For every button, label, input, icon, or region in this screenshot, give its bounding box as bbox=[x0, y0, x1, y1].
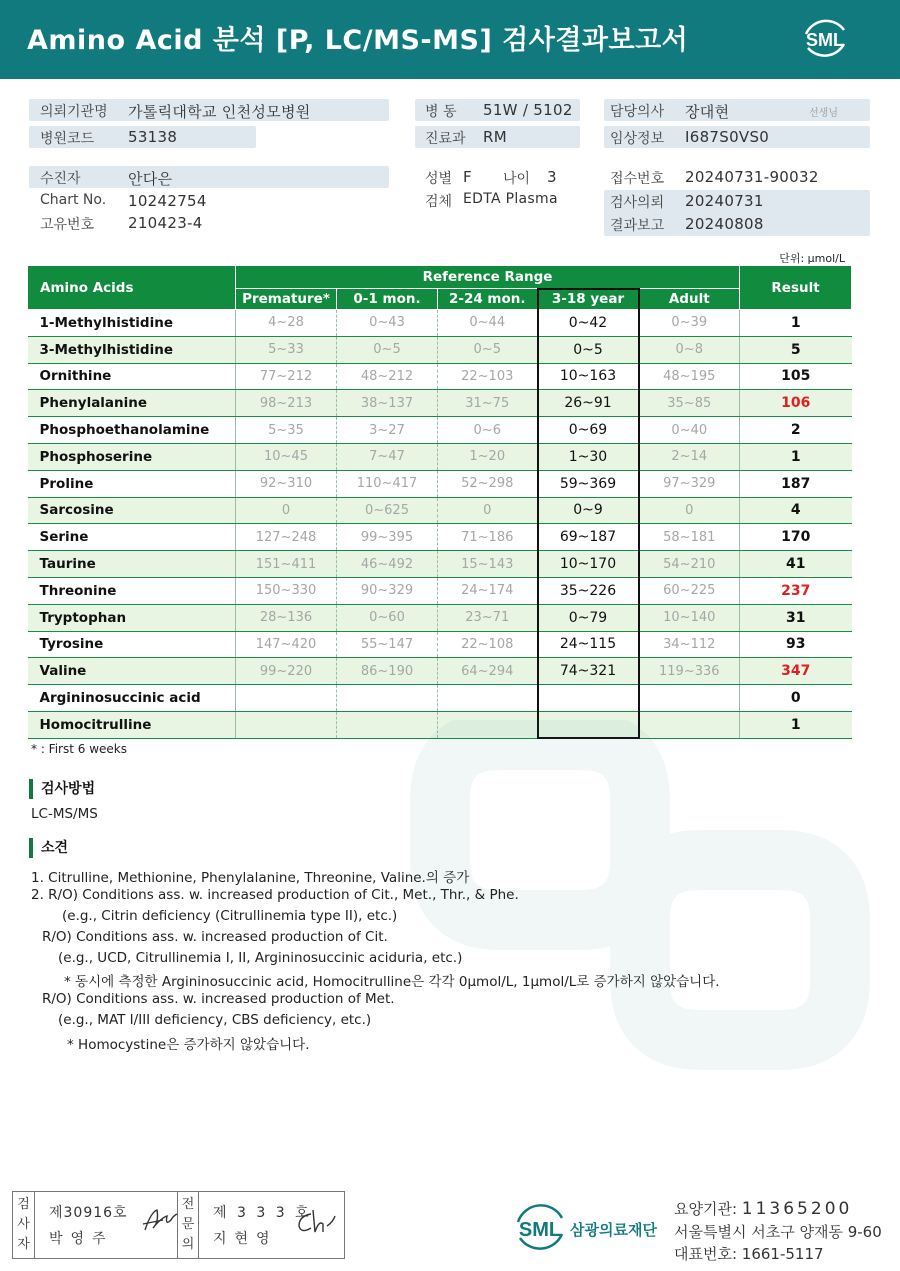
request-value: 20240731 bbox=[685, 192, 764, 210]
reference-range-cell: 2~14 bbox=[639, 443, 740, 470]
method-title: 검사방법 bbox=[29, 779, 95, 799]
department-row bbox=[415, 126, 580, 148]
findings-title: 소견 bbox=[29, 838, 68, 858]
finding-line-8: (e.g., MAT I/III deficiency, CBS deficiency, etc.) bbox=[58, 1012, 372, 1028]
ward-label: 병 동 bbox=[425, 104, 457, 120]
hospital-code-row bbox=[29, 126, 256, 148]
reference-range-cell: 46~492 bbox=[337, 551, 438, 578]
reference-range-cell: 3~27 bbox=[337, 417, 438, 444]
reference-range-cell: 35~226 bbox=[538, 577, 639, 604]
hospital-code-label: 병원코드 bbox=[40, 131, 95, 147]
result-cell: 4 bbox=[740, 497, 852, 524]
reference-range-cell: 55~147 bbox=[337, 631, 438, 658]
result-cell: 0 bbox=[740, 685, 852, 712]
reference-range-cell: 59~369 bbox=[538, 470, 639, 497]
patient-label: 수진자 bbox=[40, 171, 81, 187]
table-row bbox=[28, 470, 852, 497]
header-amino-acids: Amino Acids bbox=[28, 266, 236, 310]
header-premature: Premature* bbox=[236, 289, 337, 310]
specialist-signature bbox=[295, 1208, 337, 1238]
reference-range-cell: 86~190 bbox=[337, 658, 438, 685]
reference-range-cell: 48~212 bbox=[337, 363, 438, 390]
amino-acid-name: Argininosuccinic acid bbox=[28, 685, 236, 712]
result-cell: 41 bbox=[740, 551, 852, 578]
result-cell: 106 bbox=[740, 390, 852, 417]
result-cell: 5 bbox=[740, 336, 852, 363]
reference-range-cell: 0~5 bbox=[337, 336, 438, 363]
reference-range-cell: 0~60 bbox=[337, 604, 438, 631]
specialist-name: 지현영 bbox=[213, 1231, 278, 1247]
reference-range-cell: 90~329 bbox=[337, 577, 438, 604]
care-value: 11365200 bbox=[741, 1199, 853, 1219]
examiner-number: 제30916호 bbox=[49, 1205, 128, 1221]
chart-label: Chart No. bbox=[40, 192, 107, 208]
table-row bbox=[28, 310, 852, 337]
table-row bbox=[28, 497, 852, 524]
reference-range-cell: 0 bbox=[438, 497, 538, 524]
result-cell: 187 bbox=[740, 470, 852, 497]
reference-range-cell bbox=[236, 711, 337, 738]
reference-range-cell: 0~44 bbox=[438, 310, 538, 337]
footer-org-name: 삼광의료재단 bbox=[570, 1221, 657, 1239]
ward-row bbox=[415, 99, 580, 121]
unit-label: 단위: μmol/L bbox=[779, 252, 845, 265]
specimen-row bbox=[415, 189, 585, 211]
table-row bbox=[28, 336, 852, 363]
reference-range-cell: 24~115 bbox=[538, 631, 639, 658]
reference-range-cell bbox=[639, 685, 740, 712]
chart-value: 10242754 bbox=[128, 192, 207, 210]
reference-range-cell: 28~136 bbox=[236, 604, 337, 631]
amino-acid-name: Tyrosine bbox=[28, 631, 236, 658]
header-2-24-mon: 2-24 mon. bbox=[438, 289, 538, 310]
unique-row bbox=[29, 212, 389, 234]
doctor-label: 담당의사 bbox=[610, 104, 665, 120]
age-value: 3 bbox=[547, 168, 557, 186]
method-text: LC-MS/MS bbox=[31, 806, 98, 822]
reference-range-cell bbox=[538, 685, 639, 712]
reference-range-cell: 0~5 bbox=[438, 336, 538, 363]
reference-range-cell: 10~163 bbox=[538, 363, 639, 390]
reference-range-cell bbox=[236, 685, 337, 712]
clinical-value: I687S0VS0 bbox=[685, 128, 770, 146]
result-cell: 1 bbox=[740, 310, 852, 337]
receipt-label: 접수번호 bbox=[610, 171, 665, 187]
finding-line-4: R/O) Conditions ass. w. increased production of Cit. bbox=[42, 929, 388, 945]
reference-range-cell: 5~35 bbox=[236, 417, 337, 444]
patient-row bbox=[29, 166, 389, 188]
reference-range-cell: 64~294 bbox=[438, 658, 538, 685]
amino-acid-name: Phosphoethanolamine bbox=[28, 417, 236, 444]
finding-line-6: * 동시에 측정한 Argininosuccinic acid, Homocitrulline은 각각 0μmol/L, 1μmol/L로 증가하지 않았습니다. bbox=[64, 974, 720, 990]
reference-range-cell: 22~108 bbox=[438, 631, 538, 658]
reference-range-cell: 99~220 bbox=[236, 658, 337, 685]
specimen-value: EDTA Plasma bbox=[463, 191, 558, 207]
institution-value: 가톨릭대학교 인천성모병원 bbox=[128, 103, 311, 121]
examiner-name: 박영주 bbox=[49, 1231, 114, 1247]
hospital-code-value: 53138 bbox=[128, 128, 178, 146]
result-cell: 93 bbox=[740, 631, 852, 658]
result-cell: 31 bbox=[740, 604, 852, 631]
watermark-logo bbox=[380, 720, 900, 1100]
amino-acid-name: Homocitrulline bbox=[28, 711, 236, 738]
reference-range-cell: 22~103 bbox=[438, 363, 538, 390]
age-label: 나이 bbox=[503, 171, 531, 187]
result-cell: 237 bbox=[740, 577, 852, 604]
reference-range-cell: 74~321 bbox=[538, 658, 639, 685]
table-row bbox=[28, 604, 852, 631]
table-row bbox=[28, 443, 852, 470]
doctor-suffix: 선생님 bbox=[809, 108, 838, 119]
header-reference-range: Reference Range bbox=[236, 266, 740, 289]
table-row bbox=[28, 390, 852, 417]
examiner-label bbox=[13, 1192, 35, 1258]
reference-range-cell: 52~298 bbox=[438, 470, 538, 497]
reference-range-cell: 15~143 bbox=[438, 551, 538, 578]
report-label: 결과보고 bbox=[610, 218, 665, 234]
amino-acid-name: 1-Methylhistidine bbox=[28, 310, 236, 337]
result-cell: 105 bbox=[740, 363, 852, 390]
amino-acid-name: Tryptophan bbox=[28, 604, 236, 631]
reference-range-cell: 97~329 bbox=[639, 470, 740, 497]
signature-box bbox=[12, 1191, 345, 1259]
finding-line-1: 1. Citrulline, Methionine, Phenylalanine, Threonine, Valine.의 증가 bbox=[31, 870, 470, 886]
footer-address: 서울특별시 서초구 양재동 9-60 bbox=[674, 1223, 882, 1241]
reference-range-cell: 10~140 bbox=[639, 604, 740, 631]
sex-age-row bbox=[415, 166, 585, 188]
reference-range-cell: 5~33 bbox=[236, 336, 337, 363]
reference-range-cell: 92~310 bbox=[236, 470, 337, 497]
care-label: 요양기관: bbox=[674, 1200, 738, 1218]
reference-range-cell: 0~8 bbox=[639, 336, 740, 363]
table-row bbox=[28, 685, 852, 712]
finding-line-2: 2. R/O) Conditions ass. w. increased production of Cit., Met., Thr., & Phe. bbox=[31, 887, 519, 903]
amino-acid-name: Phenylalanine bbox=[28, 390, 236, 417]
result-cell: 347 bbox=[740, 658, 852, 685]
phone-value: 1661-5117 bbox=[741, 1245, 824, 1263]
report-title: Amino Acid 분석 [P, LC/MS-MS] 검사결과보고서 bbox=[27, 25, 689, 56]
reference-range-cell: 77~212 bbox=[236, 363, 337, 390]
reference-range-cell: 0~9 bbox=[538, 497, 639, 524]
reference-range-cell: 24~174 bbox=[438, 577, 538, 604]
reference-range-cell: 119~336 bbox=[639, 658, 740, 685]
reference-range-cell bbox=[438, 685, 538, 712]
amino-acid-name: Threonine bbox=[28, 577, 236, 604]
reference-range-cell: 58~181 bbox=[639, 524, 740, 551]
amino-acid-name: Taurine bbox=[28, 551, 236, 578]
receipt-value: 20240731-90032 bbox=[685, 168, 819, 186]
table-row bbox=[28, 631, 852, 658]
reference-range-cell: 147~420 bbox=[236, 631, 337, 658]
reference-range-cell: 54~210 bbox=[639, 551, 740, 578]
result-cell: 1 bbox=[740, 711, 852, 738]
institution-row bbox=[29, 99, 389, 121]
reference-range-cell: 31~75 bbox=[438, 390, 538, 417]
reference-range-cell: 7~47 bbox=[337, 443, 438, 470]
footnote: * : First 6 weeks bbox=[31, 742, 127, 756]
reference-range-cell: 35~85 bbox=[639, 390, 740, 417]
reference-range-cell: 38~137 bbox=[337, 390, 438, 417]
reference-range-cell: 26~91 bbox=[538, 390, 639, 417]
finding-line-7: R/O) Conditions ass. w. increased production of Met. bbox=[42, 991, 395, 1007]
unique-label: 고유번호 bbox=[40, 217, 95, 233]
table-row bbox=[28, 417, 852, 444]
reference-range-cell: 99~395 bbox=[337, 524, 438, 551]
reference-range-cell: 1~20 bbox=[438, 443, 538, 470]
report-header bbox=[0, 0, 900, 79]
reference-range-cell: 1~30 bbox=[538, 443, 639, 470]
specialist-number: 제 3 3 3 호 bbox=[213, 1205, 312, 1221]
footer-phone bbox=[674, 1243, 824, 1264]
amino-acid-name: Serine bbox=[28, 524, 236, 551]
header-result: Result bbox=[740, 266, 852, 310]
clinical-row bbox=[604, 126, 870, 148]
reference-range-cell: 34~112 bbox=[639, 631, 740, 658]
table-row bbox=[28, 363, 852, 390]
table-row bbox=[28, 577, 852, 604]
result-cell: 1 bbox=[740, 443, 852, 470]
result-cell: 2 bbox=[740, 417, 852, 444]
amino-acid-table bbox=[27, 265, 852, 739]
request-label: 검사의뢰 bbox=[610, 195, 665, 211]
table-row bbox=[28, 551, 852, 578]
reference-range-cell: 10~170 bbox=[538, 551, 639, 578]
footer-care-number bbox=[674, 1198, 852, 1219]
footer-sml-logo bbox=[510, 1200, 570, 1252]
reference-range-cell: 60~225 bbox=[639, 577, 740, 604]
finding-line-3: (e.g., Citrin deficiency (Citrullinemia type II), etc.) bbox=[62, 908, 398, 924]
reference-range-cell: 4~28 bbox=[236, 310, 337, 337]
institution-label: 의뢰기관명 bbox=[40, 104, 108, 120]
table-row bbox=[28, 524, 852, 551]
header-3-18-year: 3-18 year bbox=[538, 289, 639, 310]
reference-range-cell: 0~625 bbox=[337, 497, 438, 524]
sex-label: 성별 bbox=[425, 171, 453, 187]
reference-range-cell: 98~213 bbox=[236, 390, 337, 417]
reference-range-cell: 71~186 bbox=[438, 524, 538, 551]
sml-logo bbox=[798, 14, 852, 62]
specialist-label-text: 전 문 의 bbox=[181, 1197, 195, 1252]
amino-acid-name: Proline bbox=[28, 470, 236, 497]
finding-line-9: * Homocystine은 증가하지 않았습니다. bbox=[67, 1037, 310, 1053]
specialist-label bbox=[177, 1192, 199, 1258]
reference-range-cell: 0~69 bbox=[538, 417, 639, 444]
reference-range-cell: 48~195 bbox=[639, 363, 740, 390]
amino-acid-name: 3-Methylhistidine bbox=[28, 336, 236, 363]
report-value: 20240808 bbox=[685, 215, 764, 233]
table-row bbox=[28, 658, 852, 685]
reference-range-cell: 151~411 bbox=[236, 551, 337, 578]
reference-range-cell: 69~187 bbox=[538, 524, 639, 551]
clinical-label: 임상정보 bbox=[610, 131, 665, 147]
reference-range-cell: 0~42 bbox=[538, 310, 639, 337]
department-value: RM bbox=[483, 128, 507, 146]
request-report-row bbox=[604, 190, 870, 236]
patient-value: 안다은 bbox=[128, 170, 173, 188]
reference-range-cell: 23~71 bbox=[438, 604, 538, 631]
reference-range-cell: 10~45 bbox=[236, 443, 337, 470]
amino-acid-name: Ornithine bbox=[28, 363, 236, 390]
specimen-label: 검체 bbox=[425, 194, 453, 210]
reference-range-cell: 127~248 bbox=[236, 524, 337, 551]
footer-logo-text: SML bbox=[518, 1219, 562, 1241]
receipt-row bbox=[604, 166, 870, 188]
examiner-signature bbox=[141, 1206, 179, 1236]
reference-range-cell: 0 bbox=[236, 497, 337, 524]
sex-value: F bbox=[463, 168, 472, 186]
reference-range-cell: 0~40 bbox=[639, 417, 740, 444]
reference-range-cell: 0~43 bbox=[337, 310, 438, 337]
unique-value: 210423-4 bbox=[128, 214, 203, 232]
reference-range-cell bbox=[337, 685, 438, 712]
amino-acid-name: Phosphoserine bbox=[28, 443, 236, 470]
amino-acid-name: Valine bbox=[28, 658, 236, 685]
reference-range-cell: 0~79 bbox=[538, 604, 639, 631]
reference-range-cell: 110~417 bbox=[337, 470, 438, 497]
doctor-row bbox=[604, 99, 870, 121]
ward-value: 51W / 5102 bbox=[483, 101, 573, 119]
department-label: 진료과 bbox=[425, 131, 466, 147]
finding-line-5: (e.g., UCD, Citrullinemia I, II, Argininosuccinic aciduria, etc.) bbox=[58, 950, 463, 966]
header-0-1-mon: 0-1 mon. bbox=[337, 289, 438, 310]
examiner-label-text: 검 사 자 bbox=[17, 1197, 30, 1252]
phone-label: 대표번호: bbox=[674, 1245, 738, 1263]
reference-range-cell: 0~5 bbox=[538, 336, 639, 363]
doctor-value: 장대현 bbox=[685, 103, 730, 121]
amino-table-body bbox=[28, 310, 852, 739]
chart-row bbox=[29, 190, 389, 212]
header-adult: Adult bbox=[639, 289, 740, 310]
reference-range-cell: 150~330 bbox=[236, 577, 337, 604]
reference-range-cell: 0~39 bbox=[639, 310, 740, 337]
reference-range-cell: 0 bbox=[639, 497, 740, 524]
sml-logo-text: SML bbox=[806, 30, 844, 50]
amino-acid-name: Sarcosine bbox=[28, 497, 236, 524]
result-cell: 170 bbox=[740, 524, 852, 551]
reference-range-cell: 0~6 bbox=[438, 417, 538, 444]
